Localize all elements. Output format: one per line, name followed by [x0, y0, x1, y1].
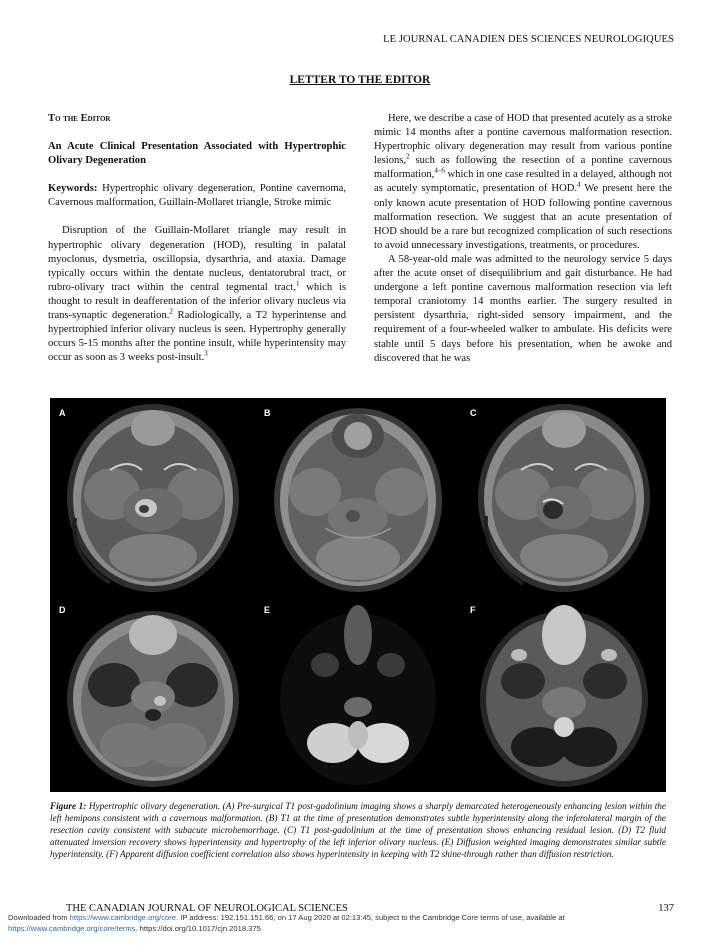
notice-text: Downloaded from — [8, 913, 70, 922]
notice-text: . IP address: 192.151.151.66, on 17 Aug 2020 at 02:13:45, subject to the Cambridge Core terms of use, available at — [176, 913, 565, 922]
paragraph-text: which in one case resulted in a delayed, although not as acutely symptomatic, presentation of HOD. — [374, 169, 672, 195]
paragraph-text: such as following the resection of a pontine cavernous malformation, — [374, 155, 672, 181]
article-title: An Acute Clinical Presentation Associated with Hypertrophic Olivary Degeneration — [48, 141, 346, 167]
figure-caption — [50, 800, 666, 860]
panel-label: D — [59, 605, 66, 615]
panel-label: A — [59, 408, 66, 418]
citation-ref[interactable]: 4 — [577, 180, 581, 189]
keywords-label: Keywords: — [48, 183, 98, 195]
paragraph-text: Here, we describe a case of HOD that presented acutely as a stroke mimic 14 months after a pontine cavernous malformation resection. Hypertrophic olivary degeneration may result from various pontine lesions, — [374, 113, 672, 167]
running-header: LE JOURNAL CANADIEN DES SCIENCES NEUROLOGIQUES — [383, 34, 674, 45]
panel-label: E — [264, 605, 271, 615]
citation-ref[interactable]: 3 — [204, 349, 208, 358]
caption-text: Hypertrophic olivary degeneration. (A) Pre-surgical T1 post-gadolinium imaging shows a sharply demarcated heterogeneously enhancing lesion within the left hemipons consistent with a cavernous malformation. (B) T1 at the time of presentation demonstrates subtle hyperintensity along the inferolateral margin of the resection cavity consistent with subacute microhemorrhage. (C) T1 post-gadolinium at the time of presentation shows enhancing residual lesion. (D) T2 fluid attenuated inversion recovery shows hyperintensity and hypertrophy of the left inferior olivary nucleus. (E) Diffusion weighted imaging demonstrates similar subtle hyperintensity. (F) Apparent diffusion coefficient correlation also shows hyperintensity in keeping with T2 shine-through rather than diffusion restriction. — [50, 801, 666, 859]
mri-image-b — [255, 398, 460, 595]
panel-label: B — [264, 408, 271, 418]
right-column — [374, 112, 672, 366]
mri-panel-e — [255, 595, 460, 792]
panel-label: C — [470, 408, 477, 418]
footer-journal-name: THE CANADIAN JOURNAL OF NEUROLOGICAL SCIENCES — [66, 903, 348, 914]
mri-image-a — [50, 398, 255, 595]
citation-ref[interactable]: 4–6 — [434, 166, 445, 175]
mri-panel-b — [255, 398, 460, 595]
cambridge-core-link[interactable]: https://www.cambridge.org/core — [69, 913, 176, 922]
paragraph-text: Disruption of the Guillain-Mollaret triangle may result in hypertrophic olivary degeneration (HOD), resulting in palatal myoclonus, dysmetria, oscillopsia, dysarthria, and ataxia. Damage typically occurs within the dentate nucleus, dentatorubral tract, or rubro-olivary tract within the central tegmental tract, — [48, 225, 346, 293]
page-number: 137 — [658, 903, 674, 914]
paragraph-text: Radiologically, a T2 hyperintense and hypertrophied inferior olivary nucleus is seen. Hypertrophy generally occurs 5-15 months after the pontine insult, while hyperintensity may occur as soon as 3 weeks post-insult. — [48, 310, 347, 364]
paragraph-text: which is thought to result in deafferentation of the inferior olivary nucleus via trans-synaptic degeneration. — [48, 281, 346, 322]
mri-image-d — [50, 595, 255, 792]
mri-image-f — [461, 595, 666, 792]
figure-mri-panels — [50, 398, 666, 792]
panel-label: F — [470, 605, 476, 615]
mri-image-c — [461, 398, 666, 595]
body-paragraph: A 58-year-old male was admitted to the neurology service 5 days after the acute onset of disequilibrium and gait disturbance. He had undergone a left pontine cavernous malformation resection via left temporal craniotomy 14 months earlier. The surgery resulted in persistent dysarthria, right-sided sensory impairment, and the requirement of a four-wheeled walker to ambulate. His deficits were stable until 5 days before his presentation, when he awoke and discovered that he was — [374, 253, 672, 364]
keywords — [48, 182, 346, 210]
body-paragraph — [374, 112, 672, 253]
mri-panel-f — [461, 595, 666, 792]
download-notice — [8, 913, 714, 934]
terms-link[interactable]: https://www.cambridge.org/core/terms — [8, 923, 136, 933]
left-column — [48, 112, 346, 365]
mri-image-e — [255, 595, 460, 792]
keywords-text: Hypertrophic olivary degeneration, Pontine cavernoma, Cavernous malformation, Guillain-Mollaret triangle, Stroke mimic — [48, 183, 346, 209]
citation-ref[interactable]: 1 — [296, 279, 300, 288]
section-title: LETTER TO THE EDITOR — [289, 74, 431, 86]
doi-text: . https://doi.org/10.1017/cjn.2018.375 — [135, 923, 261, 933]
mri-panel-d — [50, 595, 255, 792]
mri-panel-a — [50, 398, 255, 595]
paragraph-text: We present here the only known acute presentation of HOD following pontine cavernous malformation resection. We suggest that an acute presentation of HOD should be a rare but recognized complication of such resections to avoid unnecessary investigations, treatments, or procedures. — [374, 183, 672, 251]
caption-label: Figure 1: — [50, 801, 87, 811]
mri-panel-c — [461, 398, 666, 595]
salutation: To the Editor — [48, 113, 111, 124]
citation-ref[interactable]: 2 — [169, 307, 173, 316]
body-paragraph — [48, 224, 346, 365]
citation-ref[interactable]: 2 — [406, 152, 410, 161]
